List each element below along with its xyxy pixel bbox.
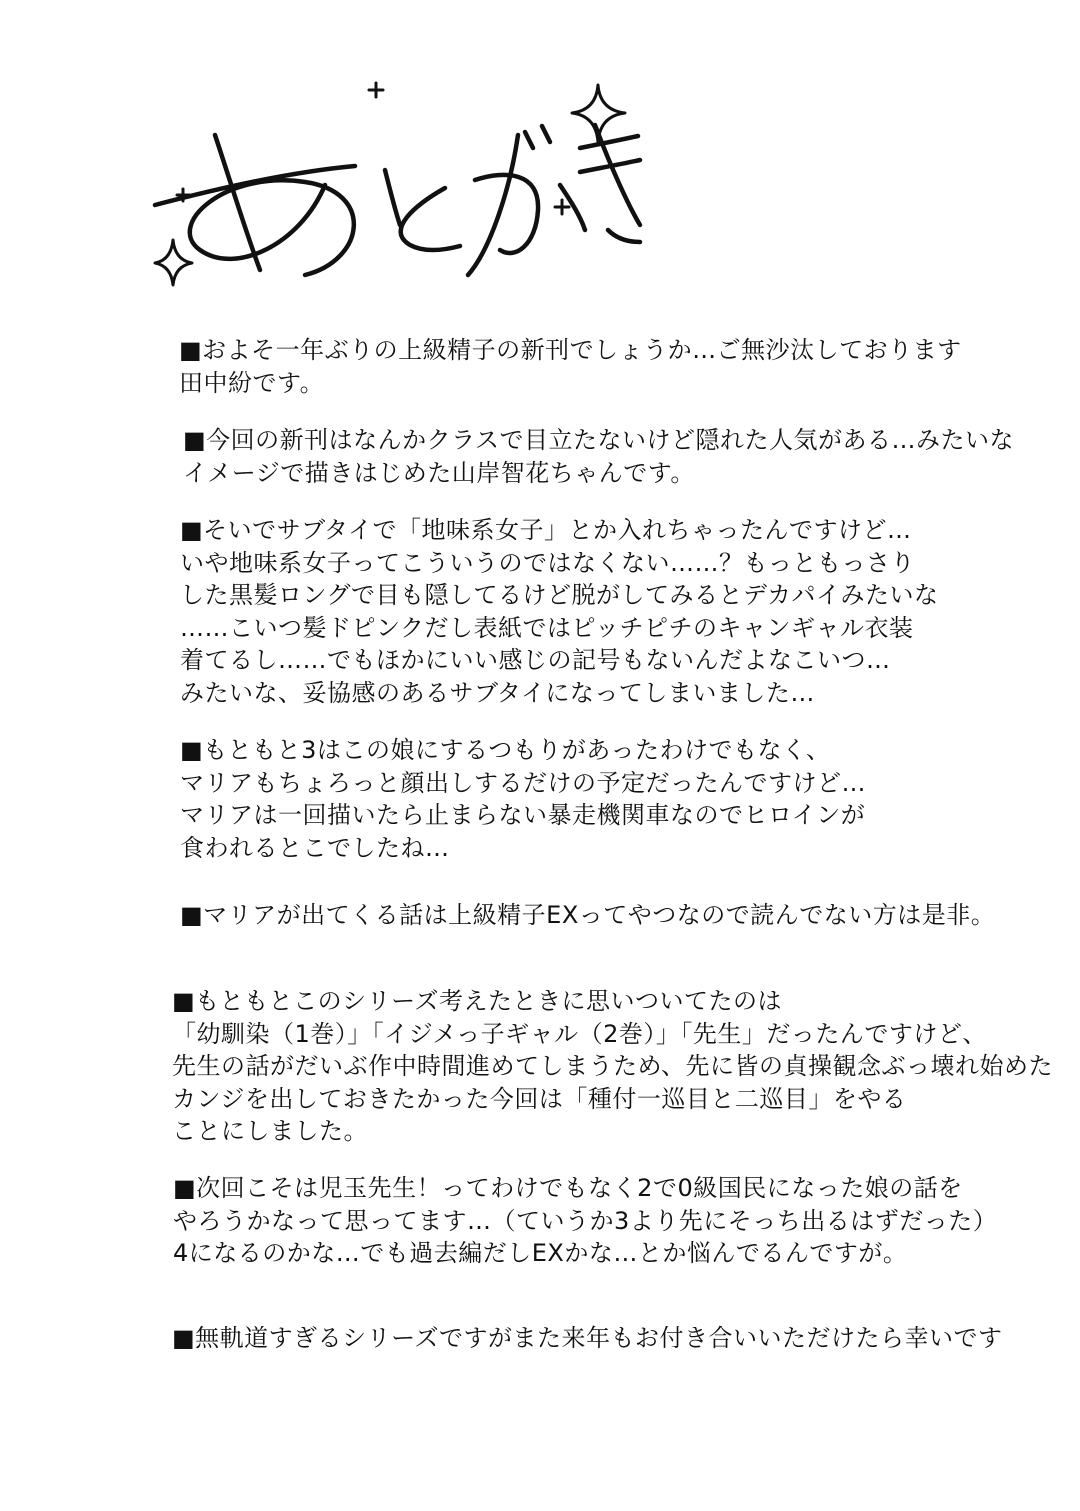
- title-art-atogaki: [140, 70, 640, 290]
- text-line: ことにしました。: [172, 1117, 368, 1145]
- text-line: ■次回こそは児玉先生！ってわけでもなく2で0級国民になった娘の話を: [173, 1174, 963, 1202]
- paragraph-3: [180, 514, 939, 709]
- text-line: ■もともと3はこの娘にするつもりがあったわけでもなく、: [180, 736, 831, 764]
- paragraph-5: [180, 899, 995, 932]
- text-line: イメージで描きはじめた山岸智花ちゃんです。: [183, 458, 695, 487]
- text-line: やろうかなって思ってます…（ていうか3より先にそっち出るはずだった）: [173, 1206, 998, 1235]
- text-line: マリアは一回描いたら止まらない暴走機関車なのでヒロインが: [180, 801, 866, 829]
- paragraph-1: [179, 334, 962, 399]
- star-sparkle-icon: [155, 240, 192, 285]
- text-line: マリアもちょろっと顔出しするだけの予定だったんですけど…: [180, 768, 866, 797]
- text-line: 食われるとこでしたね…: [180, 833, 450, 862]
- text-line: 「幼馴染（1巻）」「イジメっ子ギャル（2巻）」「先生」だったんですけど、: [172, 1019, 987, 1048]
- plus-sparkle-icon: [555, 200, 569, 214]
- text-line: いや地味系女子ってこういうのではなくない……？もっともっさり: [180, 548, 915, 577]
- atogaki-handwriting-icon: [140, 70, 640, 290]
- text-line: ……こいつ髪ドピンクだし表紙ではピッチピチのキャンギャル衣装: [180, 613, 914, 642]
- text-line: した黒髪ロングで目も隠してるけど脱がしてみるとデカパイみたいな: [180, 581, 939, 609]
- text-line: ■無軌道すぎるシリーズですがまた来年もお付き合いいただけたら幸いです: [172, 1324, 1003, 1352]
- text-line: 着てるし……でもほかにいい感じの記号もないんだよなこいつ…: [180, 646, 891, 674]
- text-line: カンジを出しておきたかった今回は「種付一巡目と二巡目」をやる: [172, 1084, 907, 1113]
- text-line: ■もともとこのシリーズ考えたときに思いついてたのは: [172, 987, 782, 1015]
- text-line: 先生の話がだいぶ作中時間進めてしまうため、先に皆の貞操観念ぶっ壊れ始めた: [172, 1052, 1054, 1080]
- paragraph-7: [173, 1172, 997, 1270]
- plus-sparkle-icon: [369, 83, 383, 97]
- text-line: 田中紛です。: [179, 368, 325, 397]
- text-line: 4になるのかな…でも過去編だしEXかな…とか悩んでるんですが。: [173, 1239, 908, 1267]
- text-line: みたいな、妥協感のあるサブタイになってしまいました…: [180, 678, 815, 707]
- paragraph-4: [180, 734, 866, 864]
- text-line: ■およそ一年ぶりの上級精子の新刊でしょうか…ご無沙汰しております: [179, 336, 962, 364]
- star-sparkle-icon: [572, 85, 625, 142]
- text-line: ■マリアが出てくる話は上級精子EXってやつなので読んでない方は是非。: [180, 901, 996, 929]
- text-line: ■今回の新刊はなんかクラスで目立たないけど隠れた人気がある…みたいな: [183, 426, 1014, 454]
- paragraph-8: [172, 1322, 1002, 1355]
- text-line: ■そいでサブタイで「地味系女子」とか入れちゃったんですけど…: [180, 516, 912, 544]
- paragraph-6: [172, 985, 1053, 1148]
- paragraph-2: [183, 424, 1014, 489]
